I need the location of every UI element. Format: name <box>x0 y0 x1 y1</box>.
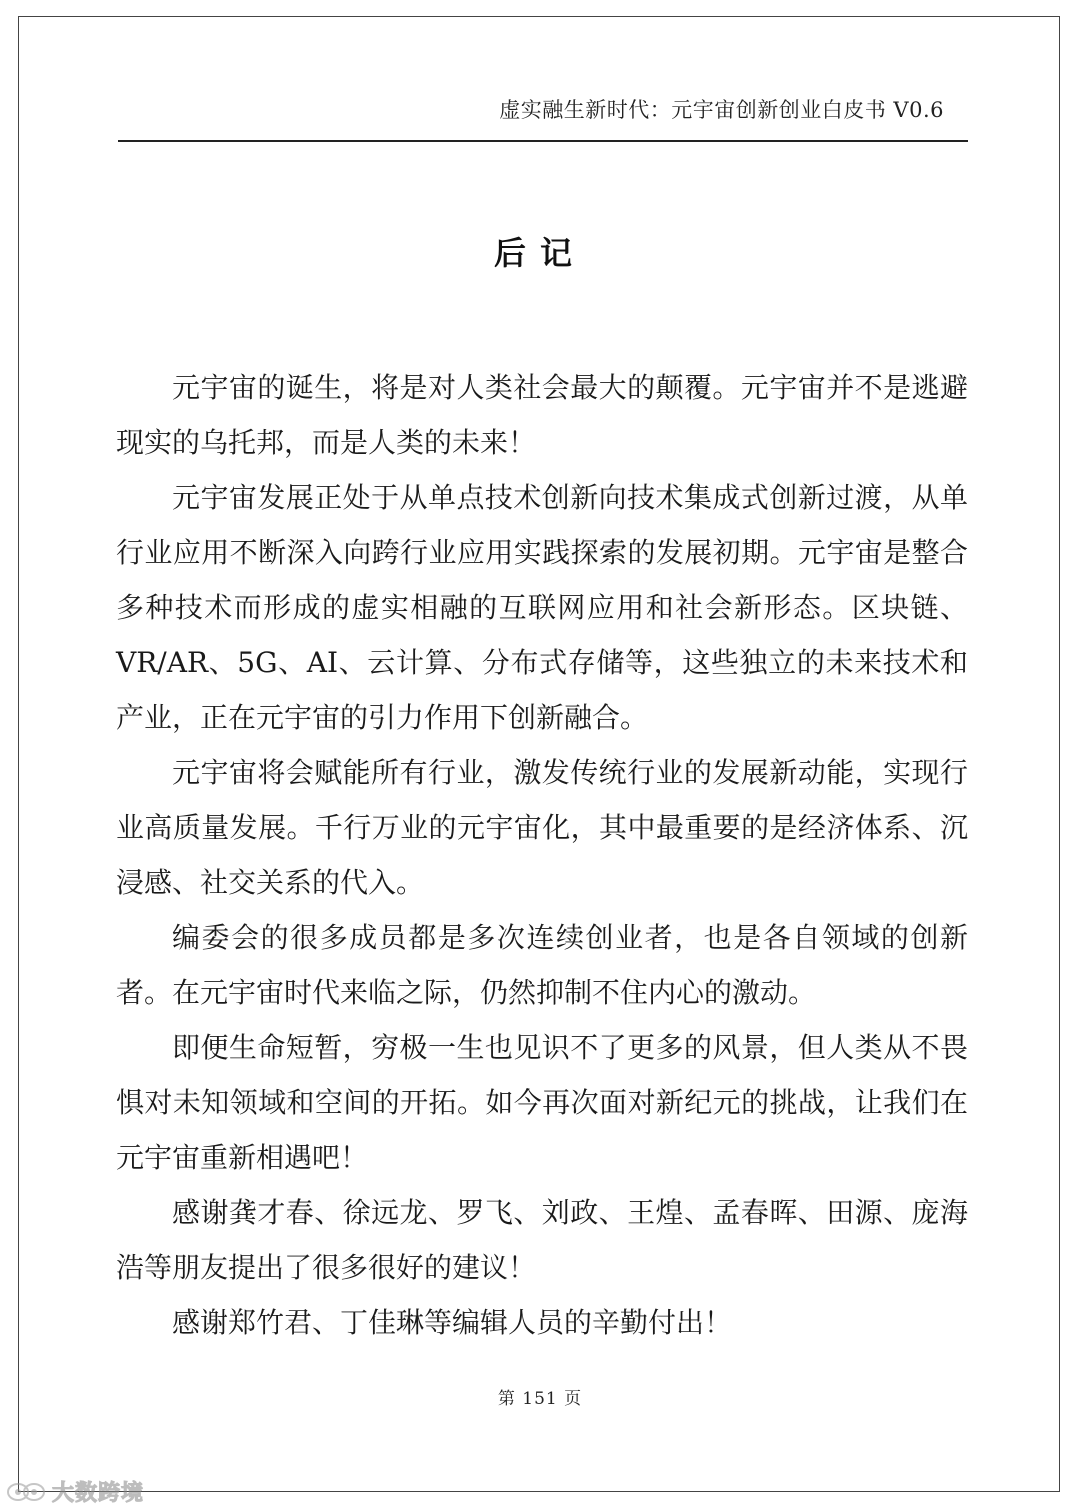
eye-logo-icon <box>6 1481 46 1503</box>
paragraph: 元宇宙发展正处于从单点技术创新向技术集成式创新过渡，从单行业应用不断深入向跨行业应用实践探索的发展初期。元宇宙是整合多种技术而形成的虚实相融的互联网应用和社会新形态。区块链、VR/AR、5G、AI、云计算、分布式存储等，这些独立的未来技术和产业，正在元宇宙的引力作用下创新融合。 <box>116 481 968 734</box>
paragraph: 编委会的很多成员都是多次连续创业者，也是各自领域的创新者。在元宇宙时代来临之际，仍然抑制不住内心的激动。 <box>116 921 968 1009</box>
paragraph: 元宇宙将会赋能所有行业，激发传统行业的发展新动能，实现行业高质量发展。千行万业的元宇宙化，其中最重要的是经济体系、沉浸感、社交关系的代入。 <box>116 756 968 899</box>
paragraph: 即便生命短暂，穷极一生也见识不了更多的风景，但人类从不畏惧对未知领域和空间的开拓。如今再次面对新纪元的挑战，让我们在元宇宙重新相遇吧！ <box>116 1031 968 1174</box>
header-rule <box>118 140 968 142</box>
body-text <box>116 360 968 1350</box>
page-number: 第 151 页 <box>497 1389 583 1409</box>
paragraph: 感谢龚才春、徐远龙、罗飞、刘政、王煌、孟春晖、田源、庞海浩等朋友提出了很多很好的建议！ <box>116 1196 968 1284</box>
running-header: 虚实融生新时代：元宇宙创新创业白皮书 V0.6 <box>499 98 944 122</box>
page-title: 后记 <box>493 234 586 272</box>
watermark <box>6 1476 144 1507</box>
paragraph: 元宇宙的诞生，将是对人类社会最大的颠覆。元宇宙并不是逃避现实的乌托邦，而是人类的未来！ <box>116 371 968 459</box>
watermark-text: 大数跨境 <box>52 1481 145 1506</box>
paragraph: 感谢郑竹君、丁佳琳等编辑人员的辛勤付出！ <box>172 1306 733 1339</box>
